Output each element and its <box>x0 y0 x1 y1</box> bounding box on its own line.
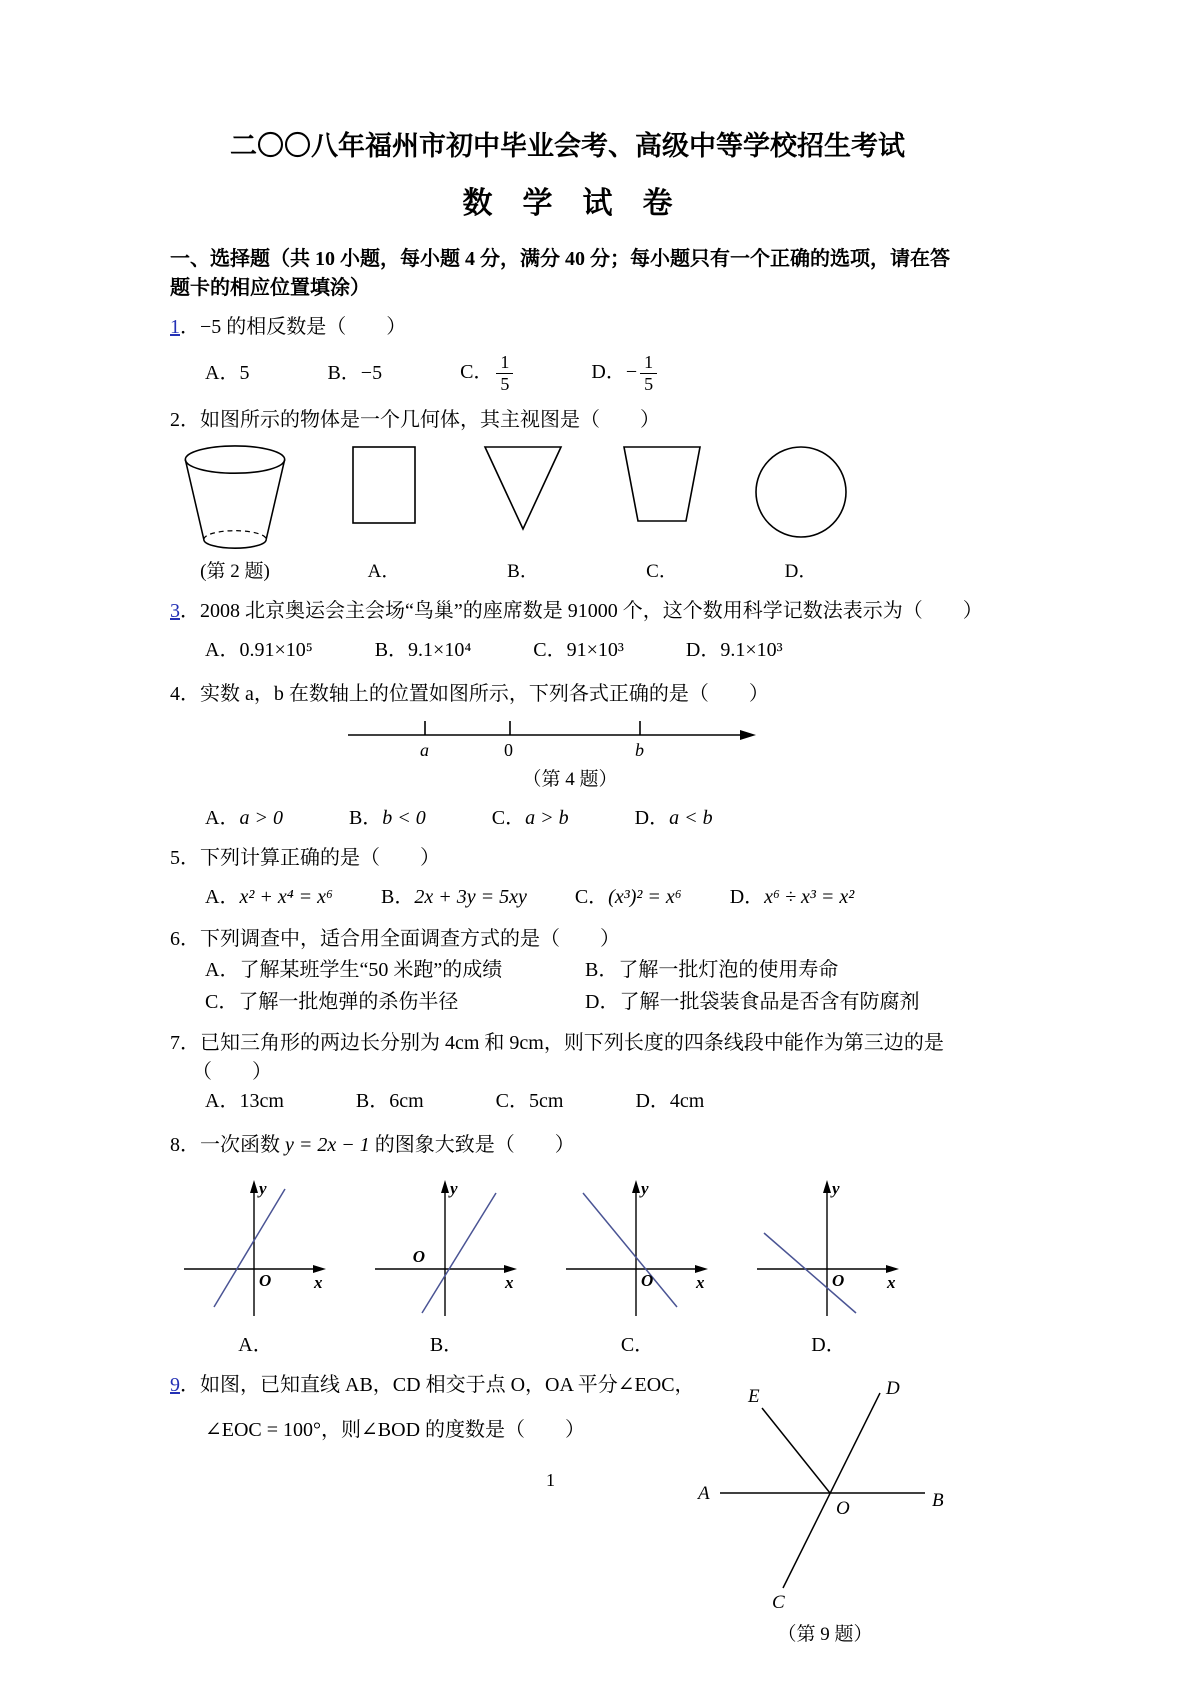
graph-d-y-label: y <box>832 1179 840 1199</box>
exam-page <box>170 128 983 1445</box>
q9-figure-caption: （第 9 题） <box>777 1624 873 1645</box>
q3-option-c: C．91×10³ <box>533 639 624 662</box>
q1-option-b: B．−5 <box>327 362 383 385</box>
question-9 <box>170 1371 730 1445</box>
fraction-numerator: 1 <box>500 352 510 373</box>
number-line-label-b: b <box>635 740 644 761</box>
question-8-stem-line <box>170 1131 965 1160</box>
exam-subtitle: 数 学 试 卷 <box>462 186 673 220</box>
question-3-stem-line <box>170 597 983 626</box>
q4-option-d <box>635 804 713 832</box>
q8-graph-c <box>560 1174 715 1357</box>
intersecting-lines-diagram <box>690 1378 960 1612</box>
graph-a-x-label: x <box>314 1273 323 1293</box>
graph-c-origin-label: O <box>641 1271 654 1291</box>
q6-option-b: B．了解一批灯泡的使用寿命 <box>585 959 839 982</box>
question-8-number: 8 <box>170 1134 180 1157</box>
q2-figure-caption: (第 2 题) <box>200 561 270 583</box>
q5-option-a <box>205 883 333 911</box>
question-1-options <box>205 346 965 400</box>
q4-option-d-label: D． <box>634 807 670 830</box>
q1-option-d-label: D．− <box>591 360 638 383</box>
q4-option-c-value: a > b <box>525 807 569 830</box>
q5-option-b <box>381 883 527 911</box>
question-9-stem1: ．如图，已知直线 AB，CD 相交于点 O，OA 平分∠EOC， <box>180 1374 695 1397</box>
question-1-number-link[interactable]: 1 <box>170 316 180 339</box>
question-1-stem: ．−5 的相反数是（ ） <box>180 316 407 339</box>
q8-graph-b-label: B． <box>429 1334 464 1357</box>
q7-option-a: A．13cm <box>205 1090 284 1113</box>
q6-option-d: D．了解一批袋装食品是否含有防腐剂 <box>585 991 920 1014</box>
graph-a-y-label: y <box>259 1179 267 1199</box>
q7-option-d: D．4cm <box>635 1090 705 1113</box>
question-9-number-link[interactable]: 9 <box>170 1374 180 1397</box>
q1-option-c-fraction <box>496 352 513 394</box>
question-8 <box>170 1131 965 1357</box>
q8-graph-d-label: D． <box>811 1334 846 1357</box>
graph-c-y-label: y <box>641 1179 649 1199</box>
q2-option-c-label: C． <box>646 561 678 583</box>
q1-option-c-label: C． <box>460 360 494 383</box>
q8-graph-c-label: C． <box>620 1334 655 1357</box>
q5-option-c <box>575 883 682 911</box>
q6-option-c: C．了解一批炮弹的杀伤半径 <box>205 991 459 1014</box>
point-e-label: E <box>748 1386 760 1407</box>
question-7-options <box>205 1087 965 1115</box>
question-8-stem-post: 的图象大致是（ ） <box>369 1134 575 1157</box>
question-5-stem-line <box>170 844 965 873</box>
q2-option-a-figure <box>334 443 434 583</box>
question-7 <box>170 1029 965 1115</box>
question-5 <box>170 844 965 911</box>
q4-option-a-label: A． <box>205 807 240 830</box>
q2-option-d-figure <box>746 443 856 583</box>
q4-option-b-value: b < 0 <box>382 807 426 830</box>
question-8-stem-math: y = 2x − 1 <box>285 1134 370 1157</box>
question-7-number: 7 <box>170 1032 180 1055</box>
graph-b-y-label: y <box>450 1179 458 1199</box>
q1-option-d-fraction <box>640 352 657 394</box>
graph-b-axes <box>369 1174 524 1326</box>
q8-graph-a-label: A． <box>238 1334 273 1357</box>
fraction-denominator: 5 <box>640 373 657 395</box>
square-figure <box>349 443 419 527</box>
question-2-figures <box>170 443 965 583</box>
q5-option-b-label: B． <box>380 886 415 909</box>
q5-option-c-value: (x³)² = x⁶ <box>608 886 682 909</box>
question-4-stem: ．实数 a，b 在数轴上的位置如图所示，下列各式正确的是（ ） <box>180 683 769 706</box>
q1-option-c <box>460 352 513 394</box>
number-line <box>340 711 760 763</box>
q2-option-d-label: D． <box>784 561 818 583</box>
fraction-numerator: 1 <box>644 352 654 373</box>
question-5-stem: ．下列计算正确的是（ ） <box>180 847 440 870</box>
q1-option-a: A．5 <box>205 362 250 385</box>
graph-d-x-label: x <box>887 1273 896 1293</box>
question-6-number: 6 <box>170 928 180 951</box>
graph-d-origin-label: O <box>832 1271 845 1291</box>
exam-title: 二〇〇八年福州市初中毕业会考、高级中等学校招生考试 <box>230 131 905 161</box>
q4-option-c <box>492 804 569 832</box>
question-2-number: 2 <box>170 409 180 432</box>
q4-number-line-figure <box>340 711 965 768</box>
graph-a-axes <box>178 1174 333 1326</box>
q5-option-d-label: D． <box>729 886 765 909</box>
question-2-stem-line <box>170 406 965 435</box>
q3-option-b: B．9.1×10⁴ <box>374 639 472 662</box>
fraction-denominator: 5 <box>496 373 513 395</box>
point-a-label: A <box>698 1483 710 1504</box>
circle-figure <box>752 443 850 541</box>
point-d-label: D <box>886 1378 900 1399</box>
bucket-solid-figure <box>180 443 290 556</box>
inverted-triangle-figure <box>481 443 565 533</box>
question-8-graphs <box>178 1174 965 1357</box>
point-b-label: B <box>932 1490 944 1511</box>
question-7-stem-line <box>170 1029 965 1058</box>
q5-option-d <box>730 883 855 911</box>
q1-option-d <box>591 352 657 394</box>
q2-option-a-label: A． <box>367 561 401 583</box>
question-4-options <box>205 804 965 832</box>
graph-b-origin-label: O <box>412 1247 425 1267</box>
question-7-stem-line2: （ ） <box>192 1061 272 1084</box>
q5-option-a-value: x² + x⁴ = x⁶ <box>239 886 333 909</box>
question-6-options <box>205 956 965 1017</box>
point-o-label: O <box>836 1498 850 1519</box>
q2-option-b-label: B． <box>507 561 539 583</box>
section-1-header: 一、选择题（共 10 小题，每小题 4 分，满分 40 分；每小题只有一个正确的选项，请在答题卡的相应位置填涂） <box>170 248 950 300</box>
question-1 <box>170 313 965 400</box>
q4-option-c-label: C． <box>491 807 526 830</box>
question-4 <box>170 680 965 832</box>
question-6-stem-line <box>170 925 965 954</box>
number-line-label-a: a <box>420 740 429 761</box>
question-3 <box>170 597 983 664</box>
page-number: 1 <box>546 1470 555 1490</box>
q7-option-b: B．6cm <box>355 1090 424 1113</box>
question-6-stem: ．下列调查中，适合用全面调查方式的是（ ） <box>180 928 620 951</box>
q4-option-b-label: B． <box>348 807 383 830</box>
question-4-number: 4 <box>170 683 180 706</box>
question-1-stem-line <box>170 313 965 342</box>
trapezoid-figure <box>620 443 704 525</box>
question-2 <box>170 406 965 583</box>
question-4-stem-line <box>170 680 965 709</box>
q5-option-a-label: A． <box>205 886 240 909</box>
q5-option-b-value: 2x + 3y = 5xy <box>414 886 527 909</box>
q2-option-c-figure <box>612 443 712 583</box>
question-9-stem-line2: ∠EOC = 100°，则∠BOD 的度数是（ ） <box>205 1419 586 1442</box>
q5-option-d-value: x⁶ ÷ x³ = x² <box>764 886 855 909</box>
q5-option-c-label: C． <box>574 886 609 909</box>
q8-graph-d <box>751 1174 906 1357</box>
number-line-label-zero: 0 <box>504 740 513 761</box>
q9-intersecting-lines-figure <box>690 1378 960 1646</box>
question-7-stem: ．已知三角形的两边长分别为 4cm 和 9cm，则下列长度的四条线段中能作为第三边的是 <box>180 1032 944 1055</box>
question-3-options <box>205 636 965 664</box>
graph-b-x-label: x <box>505 1273 514 1293</box>
graph-c-axes <box>560 1174 715 1326</box>
q4-option-b <box>349 804 426 832</box>
q6-option-a: A．了解某班学生“50 米跑”的成绩 <box>205 959 503 982</box>
question-5-number: 5 <box>170 847 180 870</box>
question-6 <box>170 925 965 1017</box>
q4-option-a-value: a > 0 <box>239 807 283 830</box>
q4-option-d-value: a < b <box>669 807 713 830</box>
question-9-stem-line1 <box>170 1371 730 1400</box>
q3-option-d: D．9.1×10³ <box>685 639 783 662</box>
point-c-label: C <box>772 1592 785 1612</box>
graph-a-origin-label: O <box>259 1271 272 1291</box>
question-2-stem: ．如图所示的物体是一个几何体，其主视图是（ ） <box>180 409 660 432</box>
q3-option-a: A．0.91×10⁵ <box>205 639 313 662</box>
question-3-number-link[interactable]: 3 <box>170 600 180 623</box>
question-3-stem: ．2008 北京奥运会主会场“鸟巢”的座席数是 91000 个，这个数用科学记数法表示为（ ） <box>180 600 983 623</box>
q2-figure-object <box>170 443 300 583</box>
q8-graph-a <box>178 1174 333 1357</box>
question-8-stem-pre: ．一次函数 <box>180 1134 285 1157</box>
graph-d-axes <box>751 1174 906 1326</box>
q7-option-c: C．5cm <box>495 1090 564 1113</box>
q8-graph-b <box>369 1174 524 1357</box>
question-5-options <box>205 883 965 911</box>
q4-option-a <box>205 804 283 832</box>
q2-option-b-figure <box>468 443 578 583</box>
graph-c-x-label: x <box>696 1273 705 1293</box>
q4-figure-caption: （第 4 题） <box>522 769 618 791</box>
